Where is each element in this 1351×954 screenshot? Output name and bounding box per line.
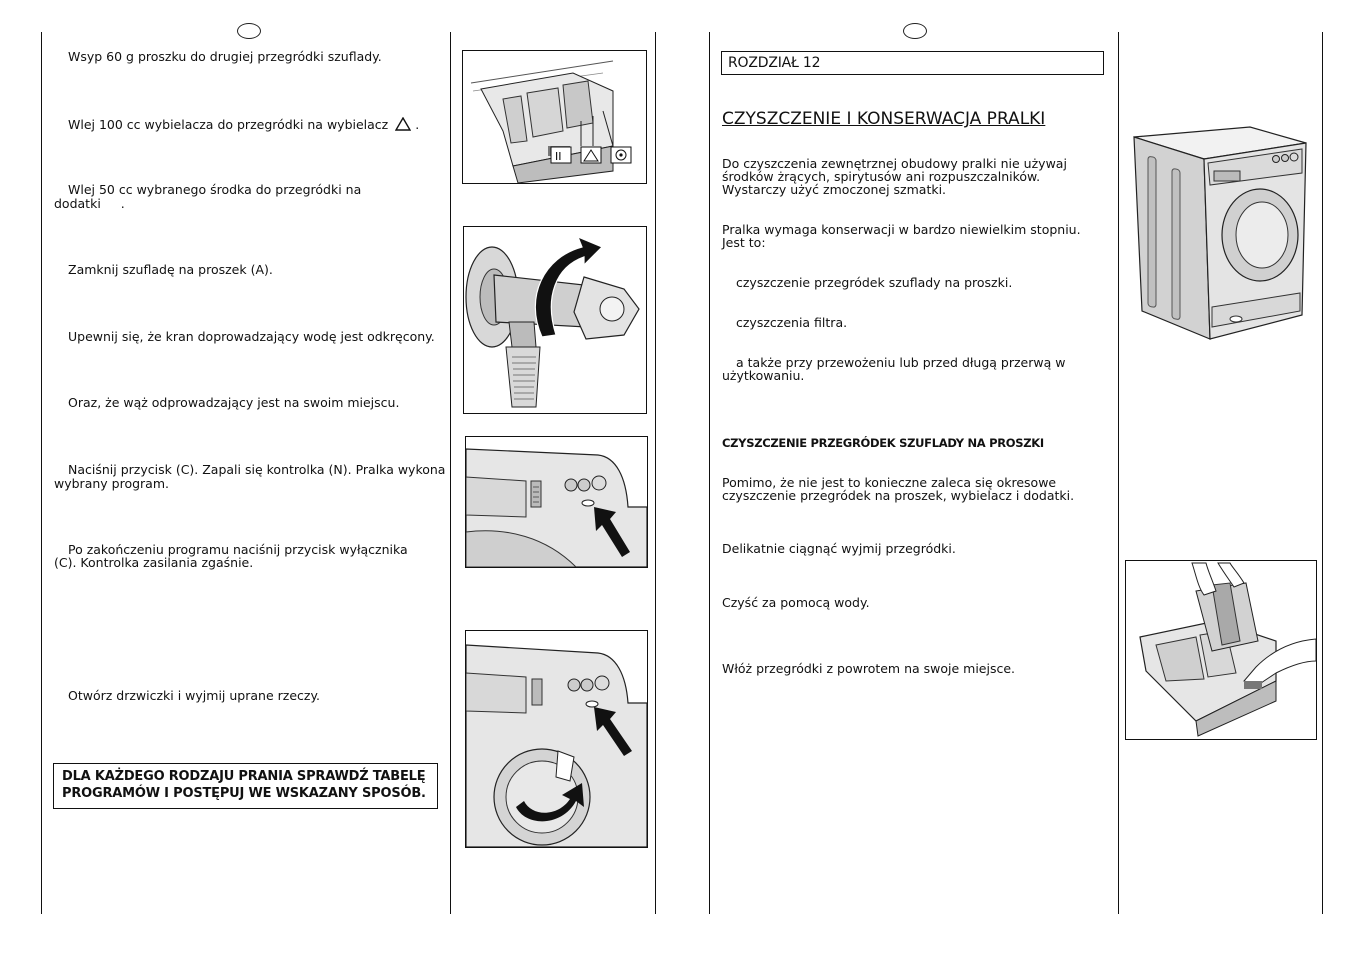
- bleach-triangle-icon: [395, 117, 411, 131]
- step-text: Oraz, że wąż odprowadzający jest na swoim miejscu.: [68, 395, 400, 410]
- section-paragraph: [722, 476, 1074, 503]
- maintenance-item: czyszczenia filtra.: [736, 315, 848, 330]
- step-text: wybrany program.: [54, 476, 169, 491]
- text-line: środków żrących, spirytusów ani rozpuszczalników.: [722, 169, 1041, 184]
- step-text: dodatki .: [54, 196, 125, 211]
- text-line: Jest to:: [722, 235, 766, 250]
- section-subheading: CZYSZCZENIE PRZEGRÓDEK SZUFLADY NA PROSZKI: [722, 436, 1044, 450]
- water-tap-illustration: [463, 226, 647, 414]
- column-rule: [709, 32, 710, 914]
- step-text-part: dodatki: [54, 196, 101, 211]
- column-rule: [1118, 32, 1119, 914]
- cleaning-step: Delikatnie ciągnąć wyjmij przegródki.: [722, 541, 956, 556]
- door-open-illustration: [465, 630, 648, 848]
- step-text: Zamknij szufladę na proszek (A).: [68, 262, 273, 277]
- detergent-drawer-illustration: [462, 50, 647, 184]
- step-text: (C). Kontrolka zasilania zgaśnie.: [54, 555, 254, 570]
- chapter-label: ROZDZIAŁ 12: [728, 55, 821, 71]
- column-rule: [41, 32, 42, 914]
- step-text: Wsyp 60 g proszku do drugiej przegródki szuflady.: [68, 49, 382, 64]
- chapter-header-box: [721, 51, 1104, 75]
- svg-text:II: II: [555, 150, 562, 163]
- step-text: Wlej 50 cc wybranego środka do przegródki na: [68, 182, 362, 197]
- maintenance-item: czyszczenie przegródek szuflady na proszki.: [736, 275, 1013, 290]
- text-line: Pomimo, że nie jest to konieczne zaleca się okresowe: [722, 475, 1057, 490]
- column-rule: [450, 32, 451, 914]
- washing-machine-illustration: [1130, 125, 1310, 340]
- column-rule: [1322, 32, 1323, 914]
- step-text: Otwórz drzwiczki i wyjmij uprane rzeczy.: [68, 688, 321, 703]
- step-text: Po zakończeniu programu naciśnij przycisk wyłącznika: [68, 542, 408, 557]
- intro-paragraph: [722, 157, 1067, 197]
- cleaning-step: Czyść za pomocą wody.: [722, 595, 870, 610]
- control-panel-illustration: [465, 436, 648, 568]
- maintenance-item: użytkowaniu.: [722, 368, 805, 383]
- maintenance-item: a także przy przewożeniu lub przed długą przerwą w: [736, 355, 1066, 370]
- page-title: CZYSZCZENIE I KONSERWACJA PRALKI: [722, 109, 1046, 129]
- step-text-part: Wlej 100 cc wybielacza do przegródki na wybielacz: [68, 117, 389, 132]
- language-marker-oval: [903, 23, 927, 39]
- text-line: Do czyszczenia zewnętrznej obudowy pralki nie używaj: [722, 156, 1067, 171]
- column-rule: [655, 32, 656, 914]
- notice-line: DLA KAŻDEGO RODZAJU PRANIA SPRAWDŹ TABELĘ: [62, 769, 426, 784]
- text-line: Wystarczy użyć zmoczonej szmatki.: [722, 182, 947, 197]
- program-table-notice: [53, 763, 438, 809]
- cleaning-step: Włóż przegródki z powrotem na swoje miejsce.: [722, 661, 1016, 676]
- drawer-removal-illustration: [1125, 560, 1317, 740]
- notice-line: PROGRAMÓW I POSTĘPUJ WE WSKAZANY SPOSÓB.: [62, 786, 426, 801]
- language-marker-oval: [237, 23, 261, 39]
- text-line: czyszczenie przegródek na proszek, wybielacz i dodatki.: [722, 488, 1075, 503]
- maintenance-paragraph: [722, 223, 1081, 250]
- text-line: Pralka wymaga konserwacji w bardzo niewielkim stopniu.: [722, 222, 1081, 237]
- step-text: Upewnij się, że kran doprowadzający wodę jest odkręcony.: [68, 329, 435, 344]
- step-text: Naciśnij przycisk (C). Zapali się kontrolka (N). Pralka wykona: [68, 462, 446, 477]
- step-text: Wlej 100 cc wybielacza do przegródki na wybielacz .: [68, 117, 420, 132]
